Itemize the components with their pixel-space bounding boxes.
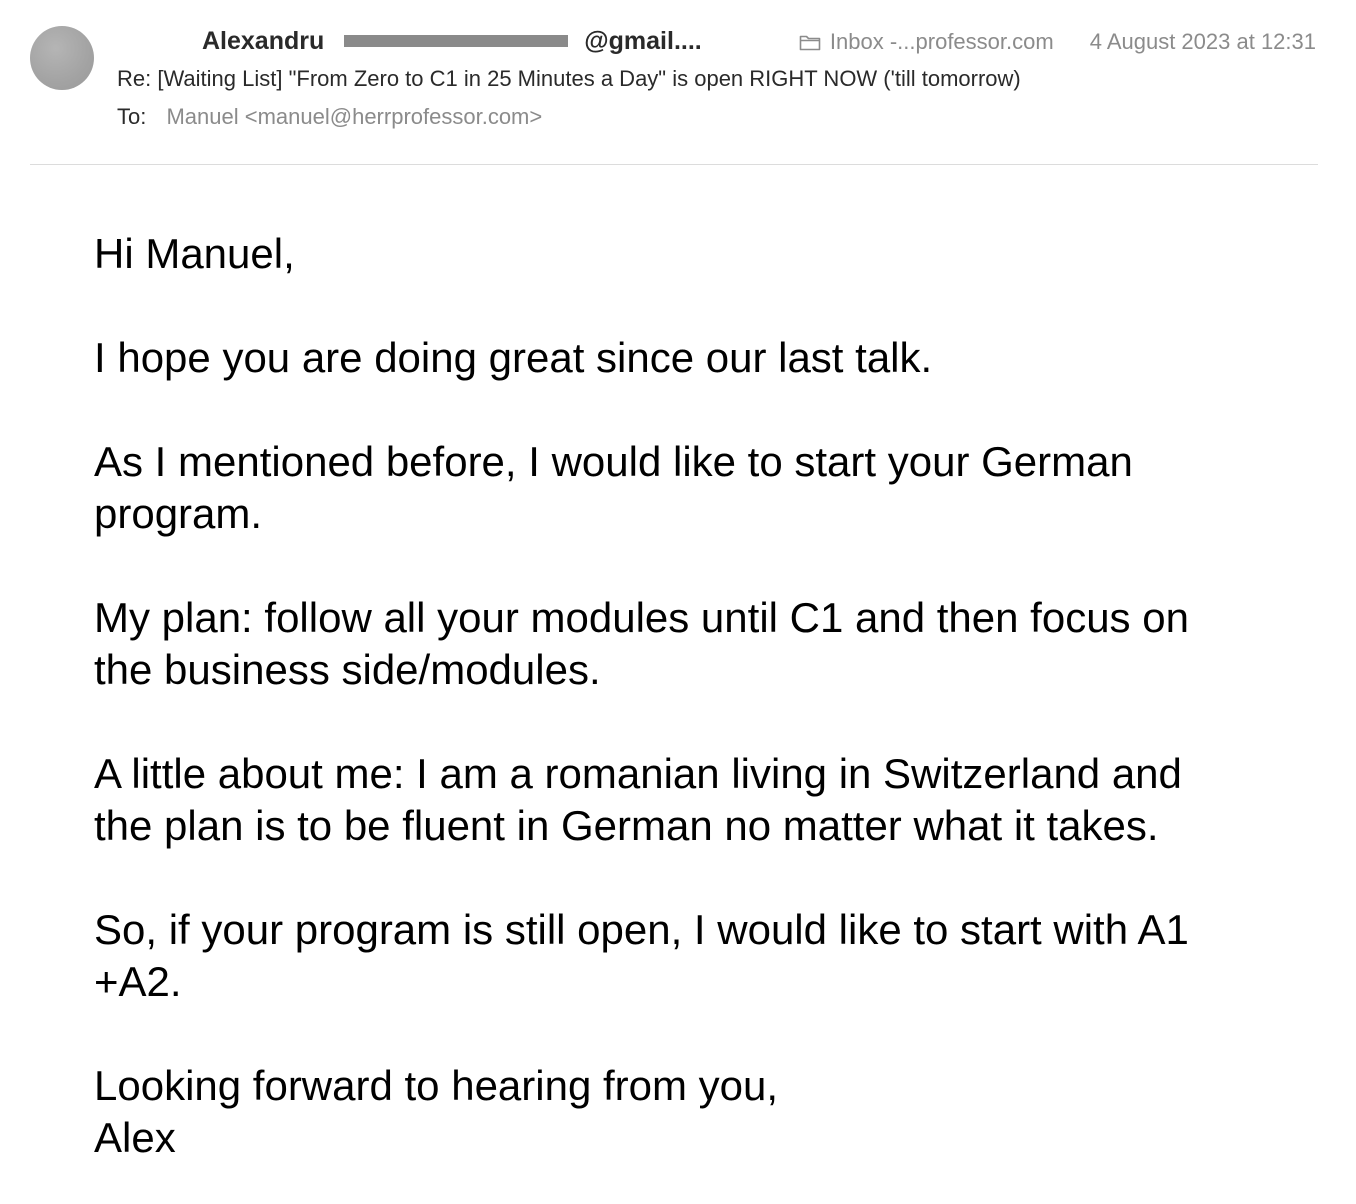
paragraph-5 xyxy=(94,904,1274,1008)
paragraph-2 xyxy=(94,436,1274,540)
paragraph-2-line-2: program. xyxy=(94,490,263,537)
to-label: To: xyxy=(117,104,147,129)
recipient-address[interactable]: Manuel <manuel@herrprofessor.com> xyxy=(166,104,543,129)
paragraph-3 xyxy=(94,592,1274,696)
paragraph-5-line-2: +A2. xyxy=(94,958,182,1005)
sender-email[interactable]: @gmail.... xyxy=(584,26,702,55)
email-subject: Re: [Waiting List] "From Zero to C1 in 25 Minutes a Day" is open RIGHT NOW ('till tomorrow) xyxy=(117,66,1021,91)
recipient-row xyxy=(117,104,542,130)
paragraph-3-line-1: My plan: follow all your modules until C1 and then focus on xyxy=(94,594,1189,641)
message-meta xyxy=(799,29,1316,55)
mailbox-label[interactable]: Inbox -...professor.com xyxy=(829,29,1054,54)
closing-line: Looking forward to hearing from you, xyxy=(94,1062,779,1109)
header-divider xyxy=(30,164,1318,165)
paragraph-4 xyxy=(94,748,1274,852)
paragraph-2-line-1: As I mentioned before, I would like to start your German xyxy=(94,438,1133,485)
sender-avatar[interactable] xyxy=(30,26,94,90)
closing xyxy=(94,1060,1274,1164)
paragraph-5-line-1: So, if your program is still open, I would like to start with A1 xyxy=(94,906,1189,953)
sender-name[interactable]: Alexandru xyxy=(202,26,325,55)
paragraph-3-line-2: the business side/modules. xyxy=(94,646,601,693)
paragraph-4-line-2: the plan is to be fluent in German no matter what it takes. xyxy=(94,802,1159,849)
signature: Alex xyxy=(94,1114,176,1161)
paragraph-4-line-1: A little about me: I am a romanian living in Switzerland and xyxy=(94,750,1182,797)
paragraph-1: I hope you are doing great since our last talk. xyxy=(94,334,933,381)
received-date: 4 August 2023 at 12:31 xyxy=(1089,29,1316,54)
email-body xyxy=(94,228,1274,1164)
sender-email-redaction xyxy=(344,35,568,47)
greeting: Hi Manuel, xyxy=(94,230,295,277)
from-row xyxy=(202,26,702,56)
folder-icon xyxy=(799,34,821,51)
email-header xyxy=(0,0,1356,166)
